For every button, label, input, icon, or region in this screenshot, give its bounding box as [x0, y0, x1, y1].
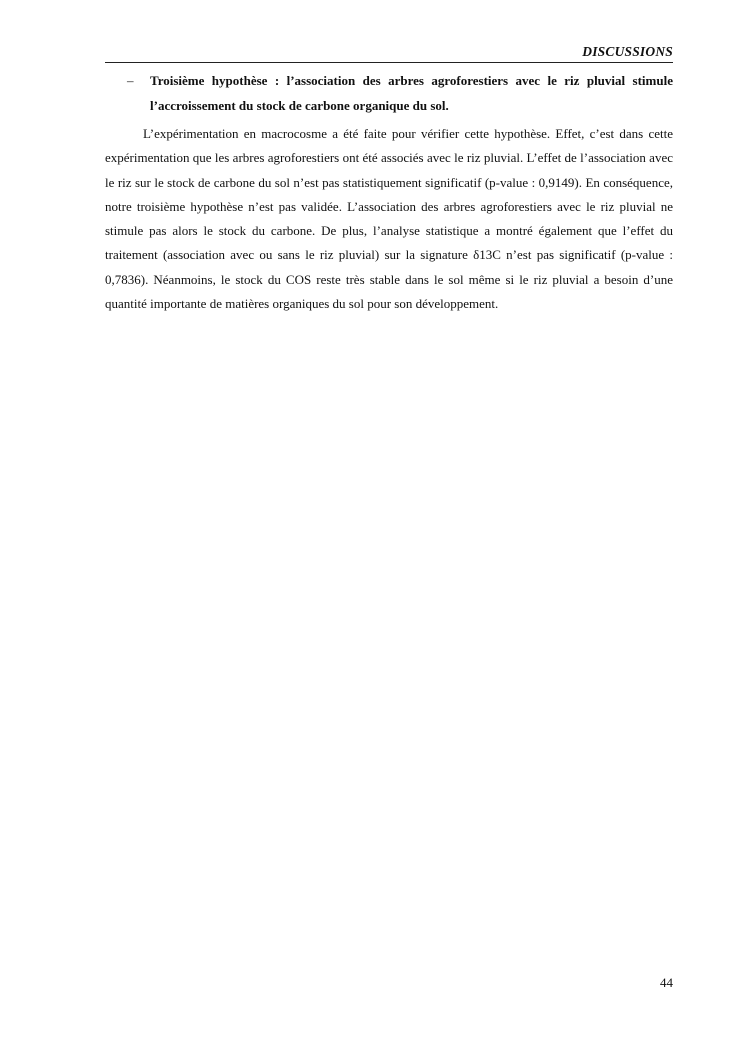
hypothesis-heading: Troisième hypothèse : l’association des arbres agroforestiers avec le riz pluvial stimule l’accroissement du stock de carbone organique du sol. [150, 73, 673, 113]
section-header-title: DISCUSSIONS [582, 44, 673, 59]
hypothesis-list-item [105, 68, 673, 118]
page-number: 44 [660, 975, 673, 990]
header-divider [105, 62, 673, 63]
list-bullet: – [127, 73, 134, 88]
body-paragraph: L’expérimentation en macrocosme a été faite pour vérifier cette hypothèse. Effet, c’est dans cette expérimentation que les arbres agroforestiers ont été associés avec le riz pluvial. L’effet de l’association avec le riz sur le stock de carbone du sol n’est pas statistiquement significatif (p-value : 0,9149). En conséquence, notre troisième hypothèse n’est pas validée. L’association des arbres agroforestiers avec le riz pluvial ne stimule pas alors le stock du carbone. De plus, l’analyse statistique a montré également que l’effet du traitement (association avec ou sans le riz pluvial) sur la signature δ13C n’est pas significatif (p-value : 0,7836). Néanmoins, le stock du COS reste très stable dans le sol même si le riz pluvial a besoin d’une quantité importante de matières organiques du sol pour son développement. [105, 126, 673, 312]
